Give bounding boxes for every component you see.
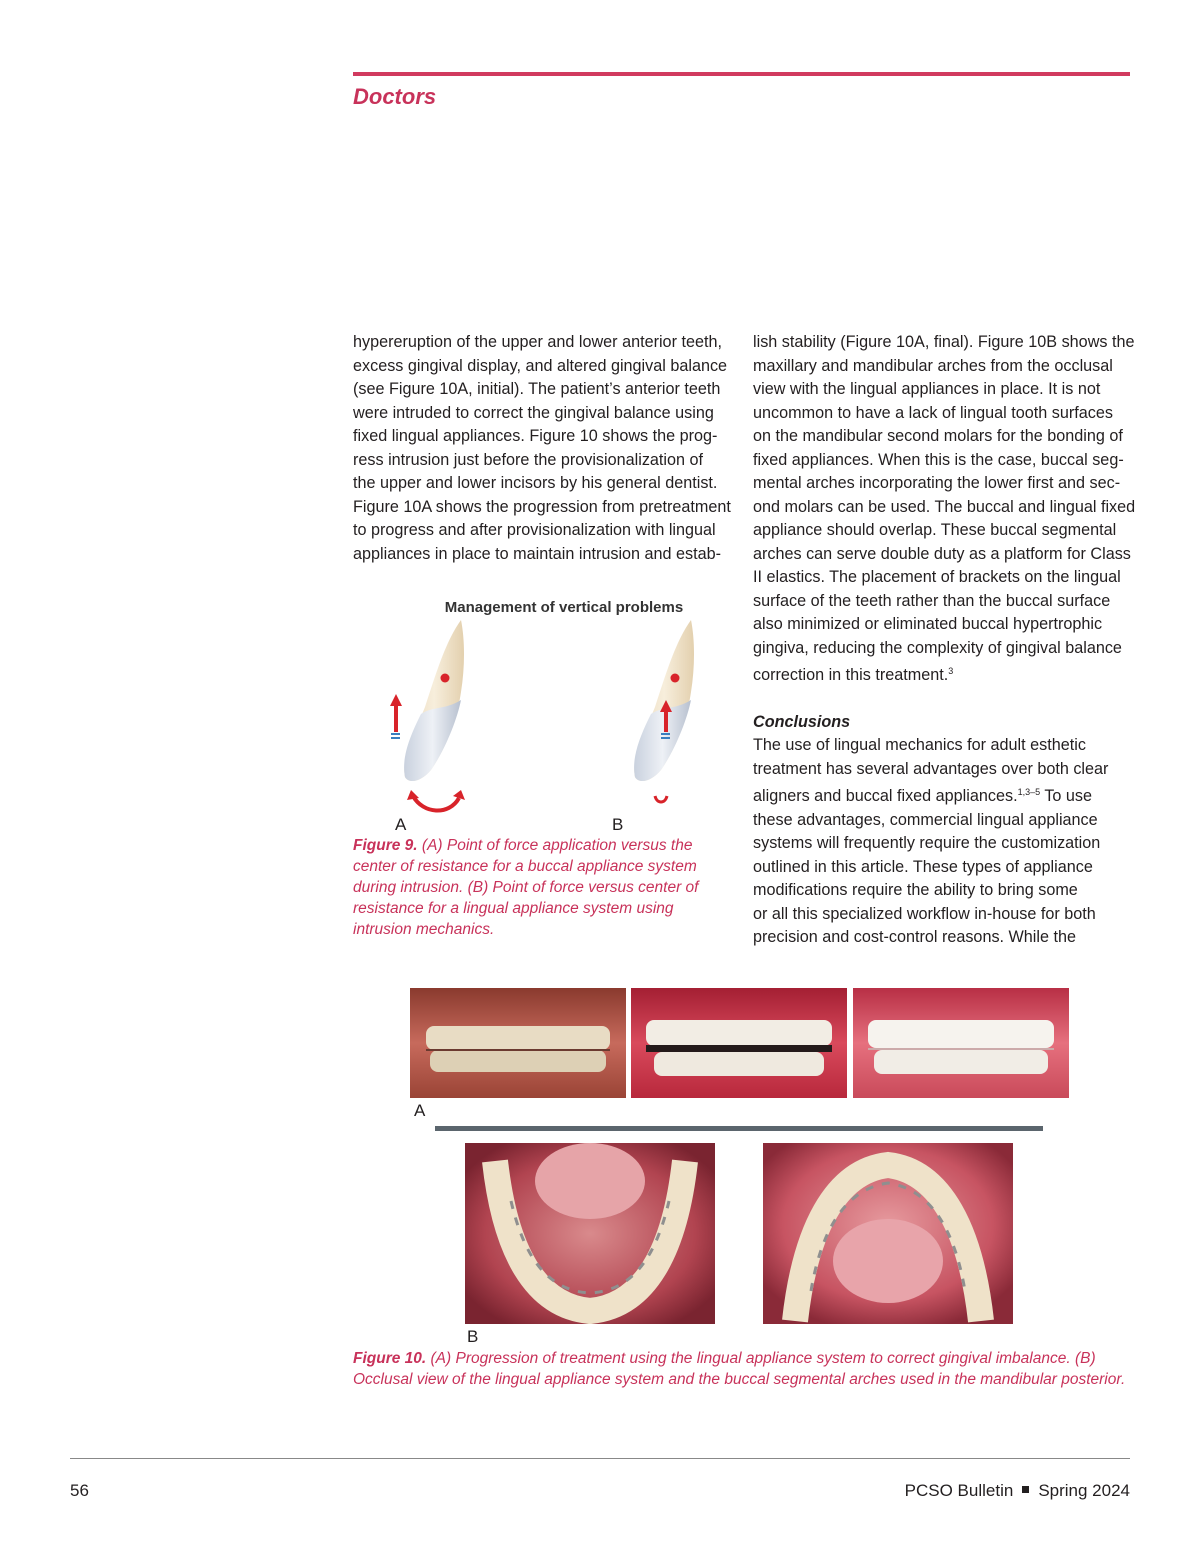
left-column xyxy=(353,331,733,566)
body-line: these advantages, commercial lingual appliance xyxy=(753,810,1098,829)
body-line: arches can serve double duty as a platform for Class xyxy=(753,544,1131,563)
figure-10a-photos xyxy=(410,986,1070,1121)
body-text: correction in this treatment. xyxy=(753,666,949,684)
body-line: excess gingival display, and altered gingival balance xyxy=(353,356,728,375)
conclusions-heading: Conclusions xyxy=(753,712,851,731)
figure-10-label-b: B xyxy=(467,1327,479,1346)
reference-superscript: 3 xyxy=(948,666,954,676)
body-line: or all this specialized workflow in-house for both xyxy=(753,904,1096,923)
body-line: Figure 10A shows the progression from pretreatment xyxy=(353,497,731,516)
center-of-resistance-marker xyxy=(671,674,680,683)
photo-progress xyxy=(631,988,847,1098)
figure-10a xyxy=(410,986,1070,1120)
body-line: fixed lingual appliances. Figure 10 shows the prog- xyxy=(353,427,718,445)
body-line: appliance should overlap. These buccal segmental xyxy=(753,521,1117,539)
page-number: 56 xyxy=(70,1481,89,1500)
caption-text: (A) Point of force application versus the center of resistance for a buccal appliance system during intrusion. (B) Point of force versus center of resistance for a lingual appliance system using intrusion mechanics. xyxy=(353,837,699,938)
body-line: treatment has several advantages over both clear xyxy=(753,759,1109,778)
footer-publication xyxy=(905,1481,1130,1501)
body-line: (see Figure 10A, initial). The patient’s anterior teeth xyxy=(353,380,721,398)
body-text: To use xyxy=(1040,787,1093,805)
body-line: maxillary and mandibular arches from the occlusal xyxy=(753,356,1113,375)
figure-9 xyxy=(353,592,753,837)
body-line: outlined in this article. These types of appliance xyxy=(753,857,1093,876)
body-line: mental arches incorporating the lower first and sec- xyxy=(753,474,1121,492)
figure-9-illustration xyxy=(353,592,753,837)
body-line: the upper and lower incisors by his general dentist. xyxy=(353,474,718,492)
body-line: II elastics. The placement of brackets on the lingual xyxy=(753,568,1121,586)
issue-date: Spring 2024 xyxy=(1038,1481,1130,1500)
tooth-a-illustration xyxy=(390,620,465,834)
body-line: to progress and after provisionalization with lingual xyxy=(353,521,716,539)
figure-10-caption xyxy=(353,1348,1133,1390)
footer-rule xyxy=(70,1458,1130,1459)
right-column xyxy=(753,331,1136,950)
figure-10-label-a: A xyxy=(414,1101,426,1120)
separator-square-icon xyxy=(1022,1486,1029,1493)
body-line: surface of the teeth rather than the buccal surface xyxy=(753,591,1111,610)
body-line: lish stability (Figure 10A, final). Figure 10B shows the xyxy=(753,333,1135,351)
caption-lead: Figure 9. xyxy=(353,837,418,854)
body-line: fixed appliances. When this is the case, buccal seg- xyxy=(753,450,1124,469)
figure-divider xyxy=(435,1126,1043,1131)
figure-10b xyxy=(465,1141,1015,1346)
figure-9-label-a: A xyxy=(395,815,407,834)
body-line: gingiva, reducing the complexity of gingival balance xyxy=(753,638,1122,657)
caption-lead: Figure 10. xyxy=(353,1350,427,1367)
body-line: hypereruption of the upper and lower anterior teeth, xyxy=(353,333,722,351)
tooth-b-illustration xyxy=(612,620,694,834)
photo-mandibular-occlusal xyxy=(465,1143,715,1324)
header-rule xyxy=(353,72,1130,76)
body-line xyxy=(753,781,1133,809)
body-line: The use of lingual mechanics for adult esthetic xyxy=(753,736,1086,754)
figure-10b-photos xyxy=(465,1141,1015,1346)
body-line: ress intrusion just before the provisionalization of xyxy=(353,450,704,469)
body-line xyxy=(753,660,1133,688)
caption-text: (A) Progression of treatment using the lingual appliance system to correct gingival imbalance. (B) Occlusal view of the lingual appliance system and the buccal segmental arches used in the mandibular posterior. xyxy=(353,1350,1126,1388)
body-line: modifications require the ability to bring some xyxy=(753,881,1078,899)
figure-9-caption xyxy=(353,835,733,940)
body-line: view with the lingual appliances in place. It is not xyxy=(753,380,1101,398)
body-line: were intruded to correct the gingival balance using xyxy=(353,403,714,422)
body-line: also minimized or eliminated buccal hypertrophic xyxy=(753,615,1103,633)
body-line: ond molars can be used. The buccal and lingual fixed xyxy=(753,497,1136,516)
center-of-resistance-marker xyxy=(441,674,450,683)
figure-9-label-b: B xyxy=(612,815,624,834)
photo-initial xyxy=(410,988,626,1098)
publication-name: PCSO Bulletin xyxy=(904,1481,1014,1500)
section-title: Doctors xyxy=(353,84,437,109)
body-line: uncommon to have a lack of lingual tooth surfaces xyxy=(753,403,1113,422)
body-line: precision and cost-control reasons. While the xyxy=(753,928,1077,946)
body-line: on the mandibular second molars for the bonding of xyxy=(753,427,1123,445)
reference-superscript: 1,3–5 xyxy=(1017,787,1041,797)
body-line: appliances in place to maintain intrusion and estab- xyxy=(353,544,722,563)
body-text: aligners and buccal fixed appliances. xyxy=(753,787,1018,805)
photo-maxillary-occlusal xyxy=(763,1143,1013,1324)
body-line: systems will frequently require the customization xyxy=(753,834,1101,852)
photo-final xyxy=(853,988,1069,1098)
figure-9-title: Management of vertical problems xyxy=(444,599,684,616)
